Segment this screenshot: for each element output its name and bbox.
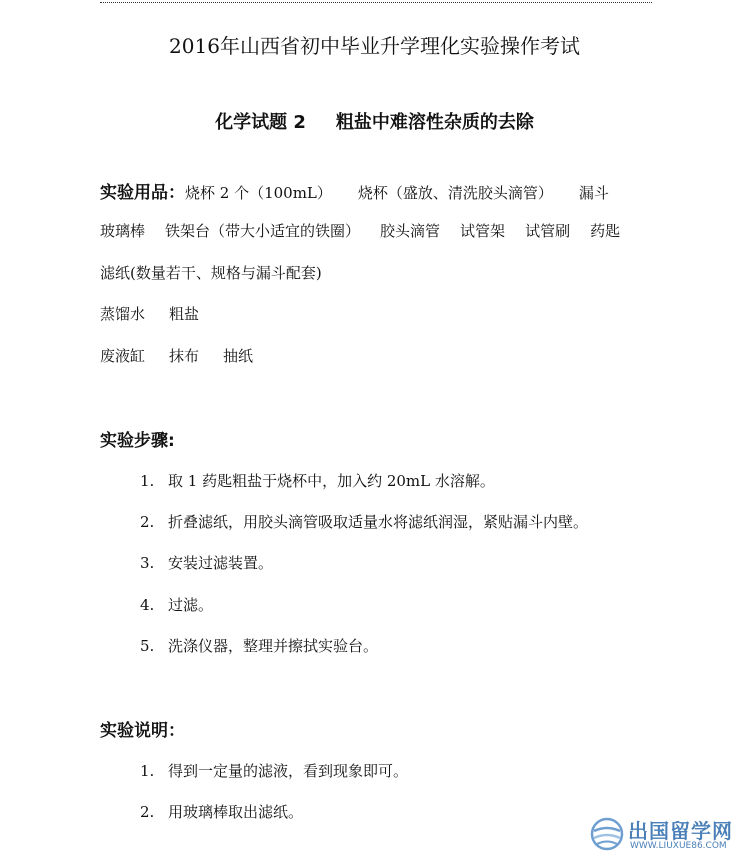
materials-heading: 实验用品： <box>100 183 185 203</box>
note-item <box>140 801 303 822</box>
material-item: 烧杯（盛放、清洗胶头滴管） <box>357 184 553 202</box>
step-text: 折叠滤纸，用胶头滴管吸取适量水将滤纸润湿，紧贴漏斗内壁。 <box>168 513 589 531</box>
materials-row-4 <box>100 303 199 324</box>
material-item: 铁架台（带大小适宜的铁圈） <box>165 222 361 240</box>
globe-logo-icon <box>590 817 624 851</box>
top-rule <box>100 2 652 3</box>
material-item: 试管刷 <box>525 222 571 240</box>
material-item: 蒸馏水 <box>100 305 146 323</box>
material-item: 药匙 <box>590 222 621 240</box>
material-item: 废液缸 <box>100 347 146 365</box>
material-item: 玻璃棒 <box>100 222 146 240</box>
materials-row-5 <box>100 345 253 366</box>
note-item <box>140 760 408 781</box>
material-item: 粗盐 <box>169 305 200 323</box>
page-subtitle <box>0 108 749 134</box>
step-text: 取 1 药匙粗盐于烧杯中，加入约 20mL 水溶解。 <box>168 472 495 490</box>
subtitle-test-number: 化学试题 2 <box>215 112 306 133</box>
steps-heading: 实验步骤: <box>100 431 175 451</box>
material-item: 抹布 <box>169 347 200 365</box>
note-text: 得到一定量的滤液，看到现象即可。 <box>168 762 409 780</box>
step-item <box>140 594 213 615</box>
step-number: 3. <box>140 554 155 572</box>
step-number: 2. <box>140 513 155 531</box>
notes-heading: 实验说明： <box>100 721 185 741</box>
site-watermark <box>590 815 747 855</box>
materials-row-2 <box>100 220 620 241</box>
material-item: 胶头滴管 <box>380 222 441 240</box>
watermark-text: 出国留学网 <box>628 819 733 843</box>
step-item <box>140 511 588 532</box>
step-number: 5. <box>140 637 155 655</box>
subtitle-topic: 粗盐中难溶性杂质的去除 <box>335 112 534 133</box>
material-item: 漏斗 <box>578 184 609 202</box>
page-title: 2016年山西省初中毕业升学理化实验操作考试 <box>169 34 580 58</box>
material-item: 抽纸 <box>223 347 254 365</box>
step-item <box>140 552 273 573</box>
note-number: 2. <box>140 803 155 821</box>
step-number: 4. <box>140 596 155 614</box>
material-item: 烧杯 2 个（100mL） <box>185 184 332 202</box>
step-number: 1. <box>140 472 155 490</box>
materials-row-1 <box>100 178 609 203</box>
step-item <box>140 470 495 491</box>
note-text: 用玻璃棒取出滤纸。 <box>168 803 304 821</box>
material-item: 试管架 <box>460 222 506 240</box>
step-text: 安装过滤装置。 <box>168 554 274 572</box>
materials-row-3 <box>100 262 322 283</box>
watermark-url: WWW.LIUXUE86.COM <box>630 841 727 851</box>
step-text: 洗涤仪器，整理并擦拭实验台。 <box>168 637 379 655</box>
material-item: 滤纸(数量若干、规格与漏斗配套) <box>100 264 322 282</box>
step-item <box>140 635 378 656</box>
step-text: 过滤。 <box>168 596 214 614</box>
note-number: 1. <box>140 762 155 780</box>
